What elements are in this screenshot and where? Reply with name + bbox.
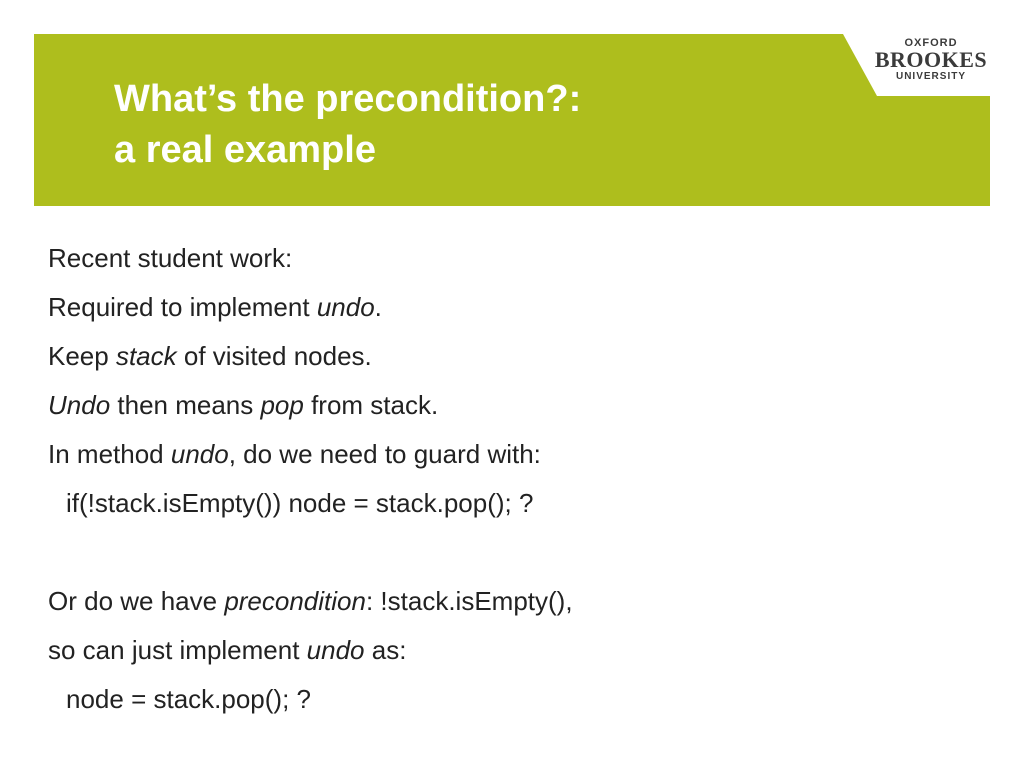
slide-body	[48, 234, 988, 724]
emphasis-pop: pop	[260, 390, 304, 420]
body-line-5	[48, 430, 988, 479]
emphasis-undo: undo	[170, 439, 229, 469]
body-line-2	[48, 283, 988, 332]
body-text: Required to implement	[48, 292, 317, 322]
slide-title	[114, 74, 581, 176]
body-text: .	[374, 292, 382, 322]
title-line-1: What’s the precondition?:	[114, 78, 582, 120]
logo-line-brookes: BROOKES	[874, 47, 988, 72]
body-text: then means	[110, 390, 261, 420]
code-text: if(!stack.isEmpty()) node = stack.pop(); ?	[66, 488, 534, 518]
body-text: of visited nodes.	[176, 341, 372, 371]
emphasis-stack: stack	[115, 341, 177, 371]
oxford-brookes-logo	[872, 34, 990, 88]
body-line-9	[48, 626, 988, 675]
emphasis-undo: undo	[306, 635, 365, 665]
emphasis-precondition: precondition	[224, 586, 366, 616]
body-line-8	[48, 577, 988, 626]
body-line-4	[48, 381, 988, 430]
code-text: node = stack.pop(); ?	[66, 684, 311, 714]
body-text: Recent student work:	[48, 243, 293, 273]
emphasis-undo: Undo	[48, 390, 111, 420]
emphasis-undo: undo	[316, 292, 375, 322]
body-line-1	[48, 234, 988, 283]
logo-line-oxford: OXFORD	[904, 37, 958, 49]
blank-line	[48, 528, 988, 577]
body-line-3	[48, 332, 988, 381]
body-text: so can just implement	[48, 635, 307, 665]
title-line-2: a real example	[114, 129, 376, 171]
body-text: : !stack.isEmpty(),	[365, 586, 573, 616]
logo-line-university: UNIVERSITY	[895, 71, 966, 82]
body-text: Or do we have	[48, 586, 225, 616]
body-text: as:	[364, 635, 407, 665]
body-line-6-code	[48, 479, 988, 528]
body-text: from stack.	[303, 390, 439, 420]
body-text: In method	[48, 439, 171, 469]
body-text: Keep	[48, 341, 116, 371]
body-text: , do we need to guard with:	[228, 439, 541, 469]
body-line-10-code	[48, 675, 988, 724]
